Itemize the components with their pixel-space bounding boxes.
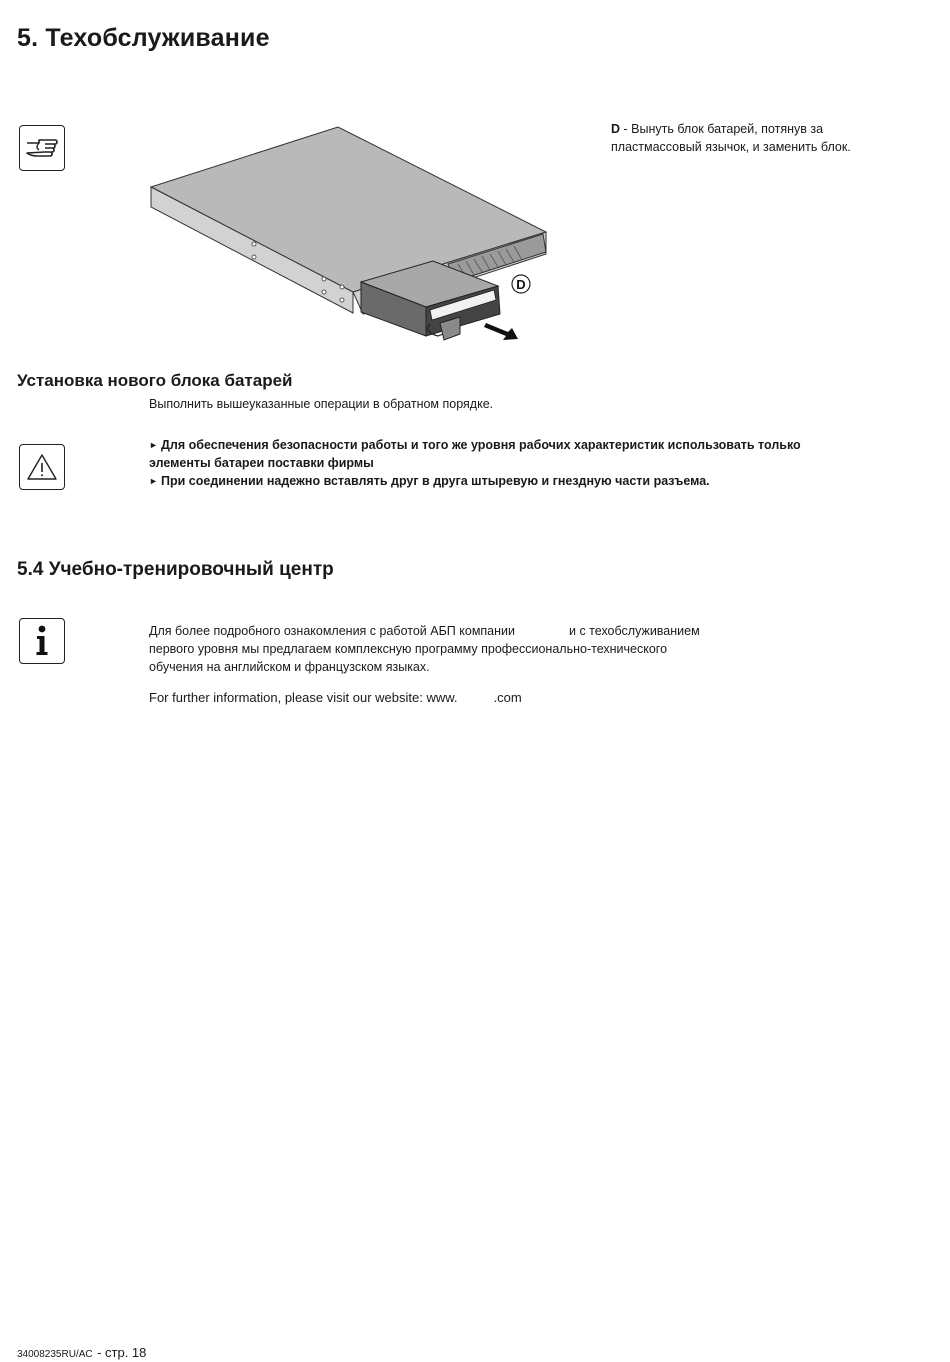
bullet-icon: ►: [149, 440, 158, 450]
warning-bullet-1-line2: элементы батареи поставки фирмы: [149, 456, 374, 470]
training-text: [149, 622, 909, 676]
info-icon: [19, 618, 65, 664]
training-line3: обучения на английском и французском языках.: [149, 660, 430, 674]
doc-number: 34008235RU/AC: [17, 1349, 93, 1360]
pointing-hand-icon: [19, 125, 65, 171]
training-heading: 5.4 Учебно-тренировочный центр: [17, 559, 334, 580]
training-line1-part1: Для более подробного ознакомления с работой АБП компании: [149, 624, 515, 638]
website-text: For further information, please visit our website: www.: [149, 690, 458, 705]
callout-d-label: D: [516, 277, 526, 292]
footer: [17, 1344, 146, 1362]
website-suffix: .com: [493, 690, 522, 705]
page-title: 5. Техобслуживание: [17, 24, 270, 52]
step-d-letter: D: [611, 122, 621, 136]
install-text: Выполнить вышеуказанные операции в обратном порядке.: [149, 397, 494, 411]
warning-bullet-1-line1: Для обеспечения безопасности работы и того же уровня рабочих характеристик использовать только: [161, 438, 801, 452]
page-number: - стр. 18: [97, 1345, 147, 1360]
website-line: [149, 690, 522, 705]
step-d-line2: пластмассовый язычок, и заменить блок.: [611, 140, 851, 154]
training-line1-part2: и с техобслуживанием: [569, 624, 700, 638]
warning-bullet-2-text: При соединении надежно вставлять друг в друга штыревую и гнездную части разъема.: [161, 474, 710, 488]
warning-bullet-2: [149, 472, 929, 490]
battery-removal-illustration: [148, 124, 558, 346]
step-d-line1: - Вынуть блок батарей, потянув за: [620, 122, 824, 136]
bullet-icon: ►: [149, 476, 158, 486]
step-d-text: [611, 120, 931, 156]
warning-list: [149, 436, 929, 490]
warning-bullet-1: [149, 436, 929, 454]
training-line2: первого уровня мы предлагаем комплексную программу профессионально-технического: [149, 642, 668, 656]
warning-triangle-icon: [19, 444, 65, 490]
install-heading: Установка нового блока батарей: [17, 371, 293, 390]
